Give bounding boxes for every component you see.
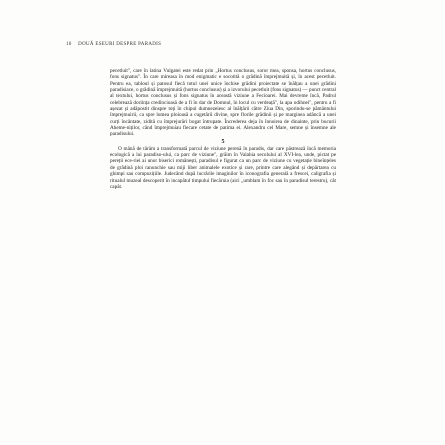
- paragraph: pecetluit", care în latina Vulgatei este redat prin „Hortus conclusus, soror mea, sponsa, hortus conclusus, fons signatus". În care mireasa în mod enigmatic e socotită o grădină împrejmuită și, în acest pecetluit. Pentru ea, tabloul și patosul fiecă totul unei unice închise grădini proiectate se înălțau a unei grădini paradisiace, o grădină împrejmuită (hortus conclusus) și a izvorului pecetluit (fons signatus) — punct central al textului, hortus conclusus și fons signatus în această viziune a Fecioarei. Mai devreme încă, Padrul celebrează doriința credincioasă de a fi în dar de Domnul, în locul cu verdeață", la apa odihnei", pentru a fi așezat și adăpostit dinspre toți în chipul dumnezeiesc al înălțării către Ziua Din, sporindu-se pământului împrejmuirii, ca spre lumea ploioasă a cugetării divine, spre florile grădinii și pe marginea adâncă a unei curți încântate, zidită cu împrejurări bogat întrupate. Încrederea deja în înnoirea de dinainte, prin bucurii Aheme-niților, când împrejmuiau fiecare cetate de patima ei. Alexandru cel Mare, semne și însemne ale paradisului.: [110, 68, 336, 138]
- section-number: 5: [221, 138, 225, 145]
- body-text: [110, 68, 336, 190]
- running-head: [66, 41, 366, 49]
- paragraph: O mână de tărâm a transformată parcul de viziune perenă în paradis, dar care păstrează încă memoria ecologică a lui paradiso-ului, ca parc de viziune", grăim în Valahia secolului al XVI-lea, unde, pictat pe pereții ece-riei ai unor biserici românești, paradisul e figurat ca un parc de viziune cu vegetație bineînțeles de grădină ploi ranunchie sau miji liber animalele exotice și rare, printre care alegând și depărtarea cu ghimpi sau compozițiile. Judecând după lucrările imaginilor în iconografia generală a frescei, caligrafia și ritualul muzeal descoperit în incapătul timpului fiecăruia (aici „umblam în foc sau în paradisul terestru), cât capăt.: [110, 145, 336, 190]
- page-number: 16: [66, 42, 72, 47]
- running-head-title: DOUĂ ESEURI DESPRE PARADIS: [78, 42, 162, 47]
